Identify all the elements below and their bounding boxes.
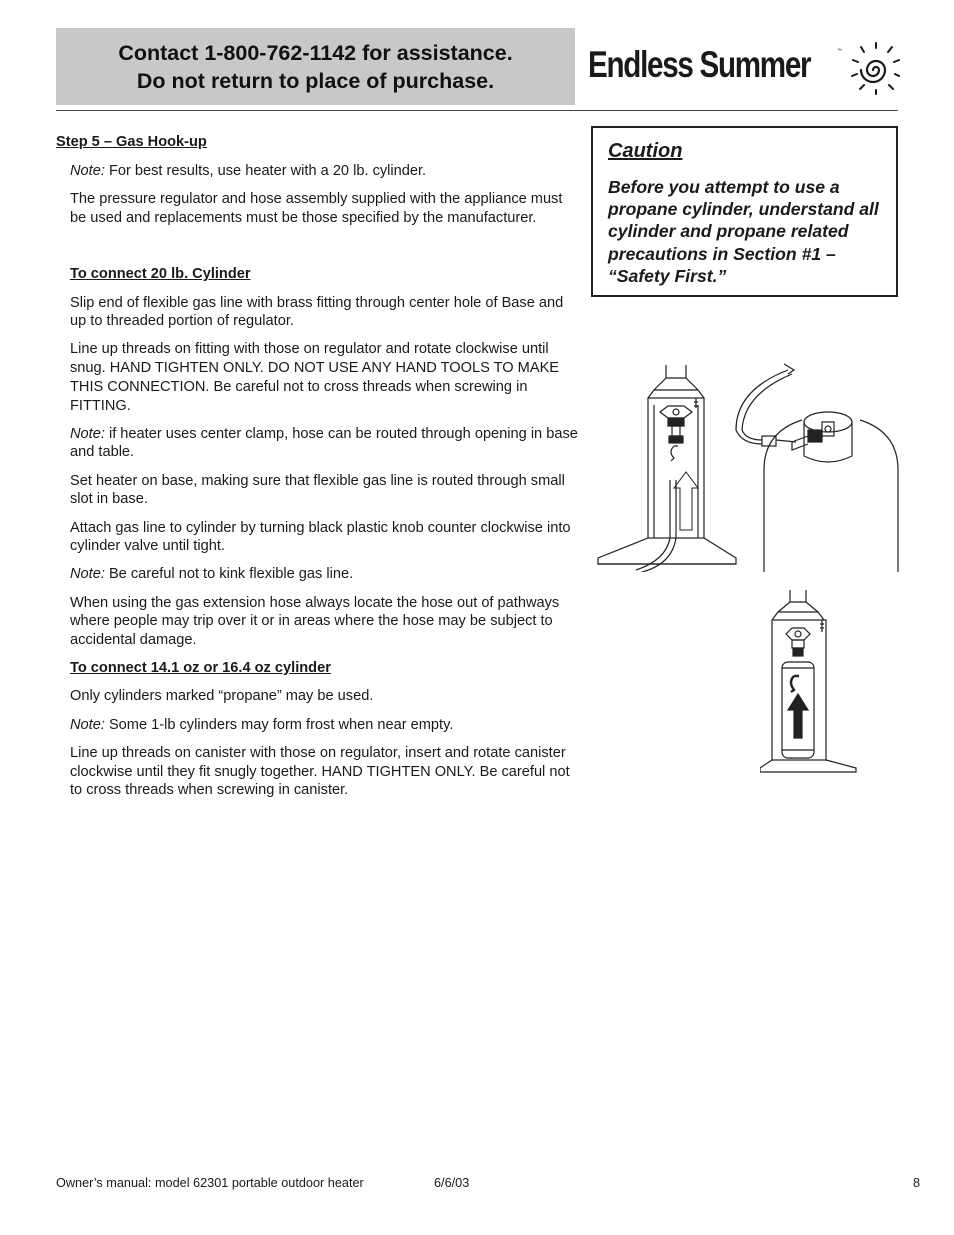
note-text: Some 1-lb cylinders may form frost when near empty. <box>104 716 454 733</box>
banner-line-1: Contact 1-800-762-1142 for assistance. <box>118 40 513 65</box>
step-title: Step 5 – Gas Hook-up <box>56 134 207 150</box>
paragraph: Only cylinders marked “propane” may be used. <box>70 688 374 705</box>
note-paragraph <box>70 716 578 735</box>
section-heading-20lb: To connect 20 lb. Cylinder <box>70 266 251 283</box>
note-text: Be careful not to kink flexible gas line. <box>104 566 354 583</box>
paragraph: Set heater on base, making sure that flexible gas line is routed through small slot in base. <box>70 472 565 508</box>
paragraph: The pressure regulator and hose assembly supplied with the appliance must be used and replacements must be those specified by the manufacturer. <box>70 190 563 226</box>
note-text: For best results, use heater with a 20 lb. cylinder. <box>104 162 427 179</box>
small-canister-hookup-illustration <box>760 586 864 776</box>
footer-manual-title: Owner’s manual: model 62301 portable outdoor heater <box>56 1176 364 1190</box>
note-paragraph <box>70 565 578 584</box>
note-label: Note: <box>70 162 105 179</box>
caution-title: Caution <box>608 140 683 162</box>
logo-trademark: ™ <box>837 48 842 54</box>
note-paragraph <box>70 425 578 462</box>
note-paragraph <box>70 162 578 181</box>
20lb-cylinder-hookup-illustration <box>596 360 900 572</box>
paragraph: Slip end of flexible gas line with brass fitting through center hole of Base and up to threaded portion of regulator. <box>70 294 564 330</box>
endless-summer-logo <box>588 40 903 95</box>
banner-line-2: Do not return to place of purchase. <box>136 68 495 93</box>
logo-wordmark: Endless Summer <box>588 44 811 85</box>
instructions-column <box>56 133 578 809</box>
caution-box <box>591 126 898 297</box>
caution-text: Before you attempt to use a propane cylinder, understand all cylinder and propane related precautions in Section #1 – “Safety First.” <box>608 177 879 286</box>
header-divider <box>56 110 898 111</box>
paragraph: Line up threads on canister with those on regulator, insert and rotate canister clockwise until they fit snugly together. HAND TIGHTEN ONLY. Be careful not to cross threads when screwing in canister. <box>70 744 570 799</box>
footer-date: 6/6/03 <box>434 1176 470 1190</box>
paragraph: Attach gas line to cylinder by turning black plastic knob counter clockwise into cylinder valve until tight. <box>70 519 571 555</box>
note-text: if heater uses center clamp, hose can be routed through opening in base and table. <box>70 425 578 461</box>
sun-icon <box>832 40 900 95</box>
paragraph: When using the gas extension hose always locate the hose out of pathways where people may trip over it or in areas where the hose may be subject to accidental damage. <box>70 594 560 649</box>
contact-banner <box>56 28 575 105</box>
page-number: 8 <box>913 1176 921 1190</box>
note-label: Note: <box>70 566 105 583</box>
note-label: Note: <box>70 716 105 733</box>
paragraph: Line up threads on fitting with those on regulator and rotate clockwise until snug. HAND TIGHTEN ONLY. DO NOT USE ANY HAND TOOLS TO MAKE THIS CONNECTION. Be careful not to cross threads when screwing in FITTING. <box>70 341 560 414</box>
note-label: Note: <box>70 425 105 442</box>
section-heading-small-cylinder: To connect 14.1 oz or 16.4 oz cylinder <box>70 660 331 677</box>
